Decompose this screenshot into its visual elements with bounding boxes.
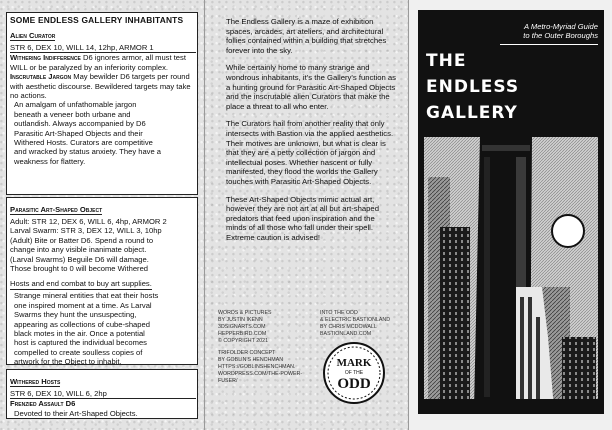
credit-line: HEPPERBIRD.COM: [218, 331, 267, 337]
mark-of-the-odd-logo: [323, 342, 385, 404]
object-desc-line: artwork for the Object to inhabit.: [14, 357, 122, 367]
devoted-text: Devoted to their Art-Shaped Objects.: [14, 408, 138, 418]
curator-desc-line: Withered Hosts. Curators are competitive: [14, 138, 153, 148]
cover-illustration-tower: [424, 137, 598, 409]
withering-indifference-text: D6 ignores armor, all must test WILL or be paralyzed by an inferiority complex.: [10, 53, 186, 72]
credit-line: TRIFOLDER CONCEPT: [218, 350, 276, 356]
title-line: THE: [426, 51, 467, 71]
adult-stats: Adult: STR 12, DEX 6, WILL 6, 4hp, ARMOR 2: [10, 217, 167, 226]
inscrutable-jargon-text: May bewilder D6 targets per round with aesthetic discourse. Bewildered targets may take no actions.: [10, 72, 191, 101]
curator-desc-line: weakness for flattery.: [14, 156, 86, 166]
withered-hosts-text: [10, 371, 196, 418]
curator-description: [10, 100, 196, 166]
object-desc-line: black motes in the air. Once a potential: [14, 329, 145, 339]
curator-desc-line: beneath a veneer both urbane and: [14, 109, 131, 119]
credit-line: WORDS & PICTURES: [218, 310, 272, 316]
credit-line: WORDPRESS.COM/THE-POWER-: [218, 371, 303, 377]
intro-text: [226, 17, 396, 250]
fold-line-1: [204, 0, 205, 430]
curator-desc-line: An amalgam of unfathomable jargon: [14, 100, 137, 110]
logo-mark-text: MARK: [336, 357, 372, 369]
curator-desc-line: outlandish. Always accompanied by D6: [14, 119, 146, 129]
frenzied-assault: Frenzied Assault D6: [10, 399, 76, 409]
subtitle-line: A Metro-Myriad Guide: [524, 22, 598, 31]
cover-subtitle: [500, 22, 598, 41]
credit-line: & ELECTRIC BASTIONLAND: [320, 317, 391, 323]
object-desc-line: compelled to create soulless copies of: [14, 347, 143, 357]
object-desc-line: host is captured the individual becomes: [14, 338, 147, 348]
object-desc-line: appearing as collections of cube-shaped: [14, 319, 150, 329]
object-desc-line: Swarms they hunt the unsuspecting,: [14, 310, 137, 320]
credit-line: HTTPS://GOBLINSHENCHMAN.: [218, 364, 296, 370]
credit-line: INTO THE ODD: [320, 310, 358, 316]
curator-name: Alien Curator: [10, 31, 56, 40]
art-object-name: Parasitic Art-Shaped Object: [10, 205, 103, 214]
subtitle-rule: [500, 44, 598, 45]
object-desc-line: one inspired moment at a time. As Larval: [14, 300, 152, 310]
ability-line: Hosts and end combat to buy art supplies.: [10, 279, 152, 289]
withered-hosts-stats: STR 6, DEX 10, WILL 6, 2hp: [10, 389, 196, 399]
credit-line: © COPYRIGHT 2021: [218, 338, 269, 344]
object-desc-line: Strange mineral entities that eat their hosts: [14, 291, 159, 301]
intro-paragraph-4: These Art-Shaped Objects mimic actual art, however they are not art at all but art-shaped predators that feed upon inspiration and the minds of all those who fall under their spell. Extreme caution is advised!: [226, 194, 379, 242]
withering-indifference-label: Withering Indifference: [10, 53, 81, 63]
ability-line: (Adult) Bite or Batter D6. Spend a round to: [10, 235, 154, 245]
curator-desc-line: and wracked by status anxiety. They have a: [14, 147, 162, 157]
withered-hosts-name: Withered Hosts: [10, 377, 61, 386]
credit-line: BY JUSTIN IKENN: [218, 317, 263, 323]
ability-line: Those brought to 0 will become Withered: [10, 264, 149, 274]
credit-line: BASTIONLAND.COM: [320, 331, 372, 337]
fold-line-2: [408, 0, 409, 430]
curator-text: [10, 15, 196, 166]
inscrutable-jargon-label: Inscrutable Jargon: [10, 72, 72, 82]
credit-line: BY CHRIS MCDOWALL: [320, 324, 377, 330]
intro-paragraph-2: While certainly home to many strange and wondrous inhabitants, it's the Gallery's function as a hunting ground for Parasitic Art-Shaped Objects and the inscrutable alien Curators that make the place a threat to all who enter.: [226, 63, 397, 111]
credit-line: BY GOBLIN'S HENCHMAN: [218, 357, 284, 363]
curator-stats: STR 6, DEX 10, WILL 14, 12hp, ARMOR 1: [10, 43, 196, 53]
section-title: SOME ENDLESS GALLERY INHABITANTS: [10, 15, 184, 25]
larval-stats: Larval Swarm: STR 3, DEX 12, WILL 3, 10hp: [10, 226, 162, 236]
intro-paragraph-3: The Curators hail from another reality that only intersects with Bastion via the applied aesthetics. Their motives are unknown, but what is clear is that they are a petty collection of jargon and intellectual poses. Whether nascent or fully manifested, they flood the worlds the Gallery touches with Parasitic Art-Shaped Objects.: [226, 119, 394, 186]
ability-line: (Larval Swarms) Beguile D6 will damage.: [10, 254, 149, 264]
credits-right: [320, 310, 404, 338]
subtitle-line: to the Outer Boroughs: [523, 31, 598, 41]
art-object-description: [10, 291, 196, 366]
logo-odd-text: ODD: [337, 376, 371, 392]
title-line: ENDLESS: [426, 77, 520, 97]
cover-title: [426, 48, 519, 126]
logo-of-text: OF THE: [344, 370, 364, 376]
curator-desc-line: Parasitic Art-Shaped Objects and their: [14, 128, 143, 138]
credits-left: [218, 310, 308, 385]
ability-line: change into any visible inanimate object.: [10, 245, 147, 255]
credit-line: 3DSIGNARTS.COM: [218, 324, 266, 330]
intro-paragraph-1: The Endless Gallery is a maze of exhibition spaces, arcades, art ateliers, and architectural follies contained within a building that stretches forever into the sky.: [226, 17, 387, 55]
art-object-text: [10, 199, 196, 367]
credit-line: FUSER/: [218, 378, 238, 384]
title-line: GALLERY: [426, 103, 518, 123]
